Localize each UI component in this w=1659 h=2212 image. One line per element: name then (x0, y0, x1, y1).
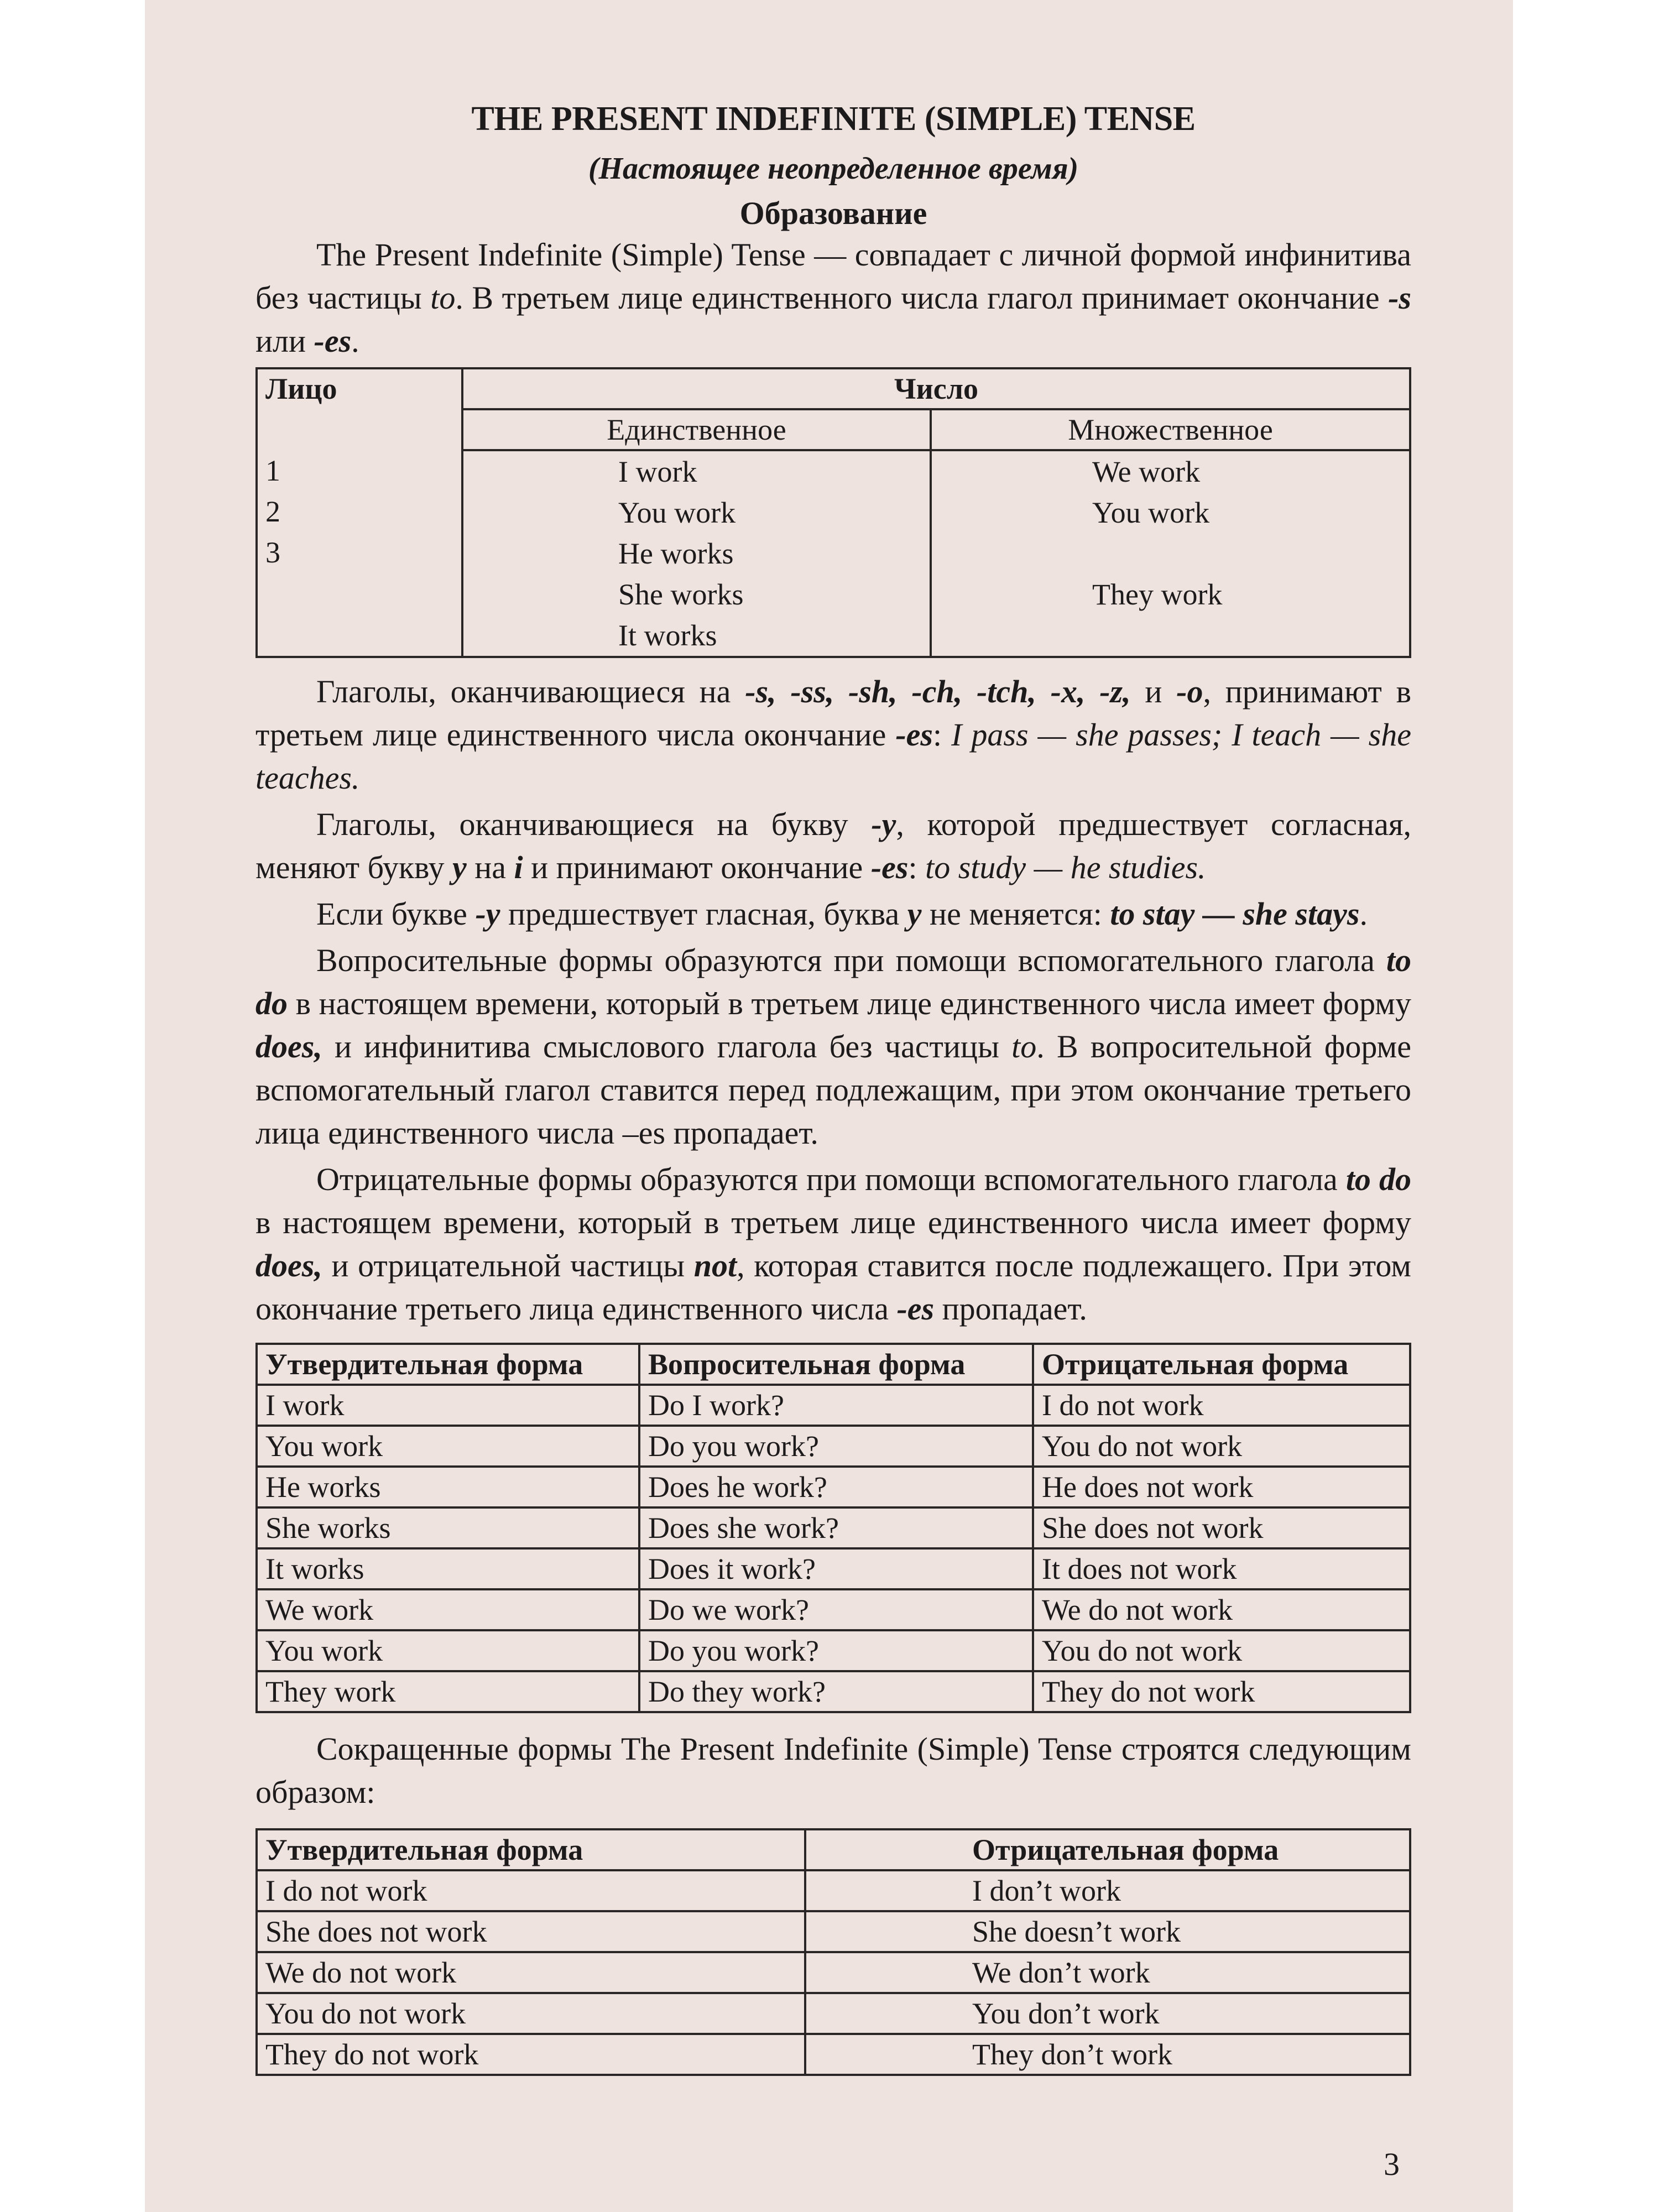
table-row: You do not work You don’t work (257, 1993, 1410, 2034)
section-heading: Образование (739, 195, 927, 231)
plural-header: Множественное (931, 409, 1410, 450)
intro-paragraph: The Present Indefinite (Simple) Tense — совпадает с личной формой инфинитива без частицы to. В третьем лице единственного числа глагол принимает окончание -s или -es. (255, 237, 1411, 359)
person-header: Лицо (257, 368, 462, 450)
table-row: It works Does it work? It does not work (257, 1548, 1410, 1589)
negative-header: Отрицательная форма (805, 1829, 1410, 1870)
affirmative-header: Утвердительная форма (257, 1344, 639, 1385)
person-number-table (255, 367, 1411, 658)
table-row: You work Do you work? You do not work (257, 1426, 1410, 1467)
table-row: He works Does he work? He does not work (257, 1467, 1410, 1507)
contractions-table (255, 1828, 1411, 2076)
page-subtitle: (Настоящее неопределенное время) (588, 152, 1079, 186)
question-header: Вопросительная форма (639, 1344, 1033, 1385)
table-row: She does not work She doesn’t work (257, 1911, 1410, 1952)
table-header-row (257, 1829, 1410, 1870)
paragraph-y-vowel: Если букве -y предшествует гласная, буква y не меняется: to stay — she stays. (316, 896, 1368, 932)
person-column: 1 2 3 (257, 450, 462, 657)
table-row: I do not work I don’t work (257, 1870, 1410, 1911)
table-row: She works Does she work? She does not work (257, 1507, 1410, 1548)
book-page (145, 0, 1513, 2212)
paragraph-negatives: Отрицательные формы образуются при помощи вспомогательного глагола to do в настоящем времени, который в третьем лице единственного числа имеет форму does, и отрицательной частицы not, которая ставится после подлежащего. При этом окончание третьего лица единственного числа -es пропадает. (255, 1161, 1411, 1327)
page-title: THE PRESENT INDEFINITE (SIMPLE) TENSE (471, 100, 1196, 138)
table-row: We do not work We don’t work (257, 1952, 1410, 1993)
table-header-row (257, 1344, 1410, 1385)
page-content (255, 94, 1411, 2076)
table-row: They do not work They don’t work (257, 2034, 1410, 2075)
page-number: 3 (1384, 2146, 1400, 2182)
table-row: They work Do they work? They do not work (257, 1671, 1410, 1712)
paragraph-contractions: Сокращенные формы The Present Indefinite (Simple) Tense строятся следующим образом: (255, 1731, 1411, 1810)
singular-column: I work You work He works She works It works (462, 450, 931, 657)
number-header: Число (462, 368, 1410, 409)
table-row: You work Do you work? You do not work (257, 1630, 1410, 1671)
forms-table (255, 1343, 1411, 1713)
negative-header: Отрицательная форма (1033, 1344, 1410, 1385)
paragraph-y-consonant: Глаголы, оканчивающиеся на букву -y, которой предшествует согласная, меняют букву y на i и принимают окончание -es: to study — he studies. (255, 806, 1412, 885)
paragraph-questions: Вопросительные формы образуются при помощи вспомогательного глагола to do в настоящем времени, который в третьем лице единственного числа имеет форму does, и инфинитива смыслового глагола без частицы to. В вопросительной форме вспомогательный глагол ставится перед подлежащим, при этом окончание третьего лица единственного числа –es пропадает. (255, 942, 1411, 1151)
table-row: We work Do we work? We do not work (257, 1589, 1410, 1630)
plural-column: We work You work They work (931, 450, 1410, 657)
table-row: I work Do I work? I do not work (257, 1385, 1410, 1426)
singular-header: Единственное (462, 409, 931, 450)
affirmative-header: Утвердительная форма (257, 1829, 805, 1870)
paragraph-es-endings: Глаголы, оканчивающиеся на -s, -ss, -sh, -ch, -tch, -x, -z, и -o, принимают в третьем лице единственного числа окончание -es: I pass — she passes; I teach — she teaches. (255, 674, 1411, 796)
